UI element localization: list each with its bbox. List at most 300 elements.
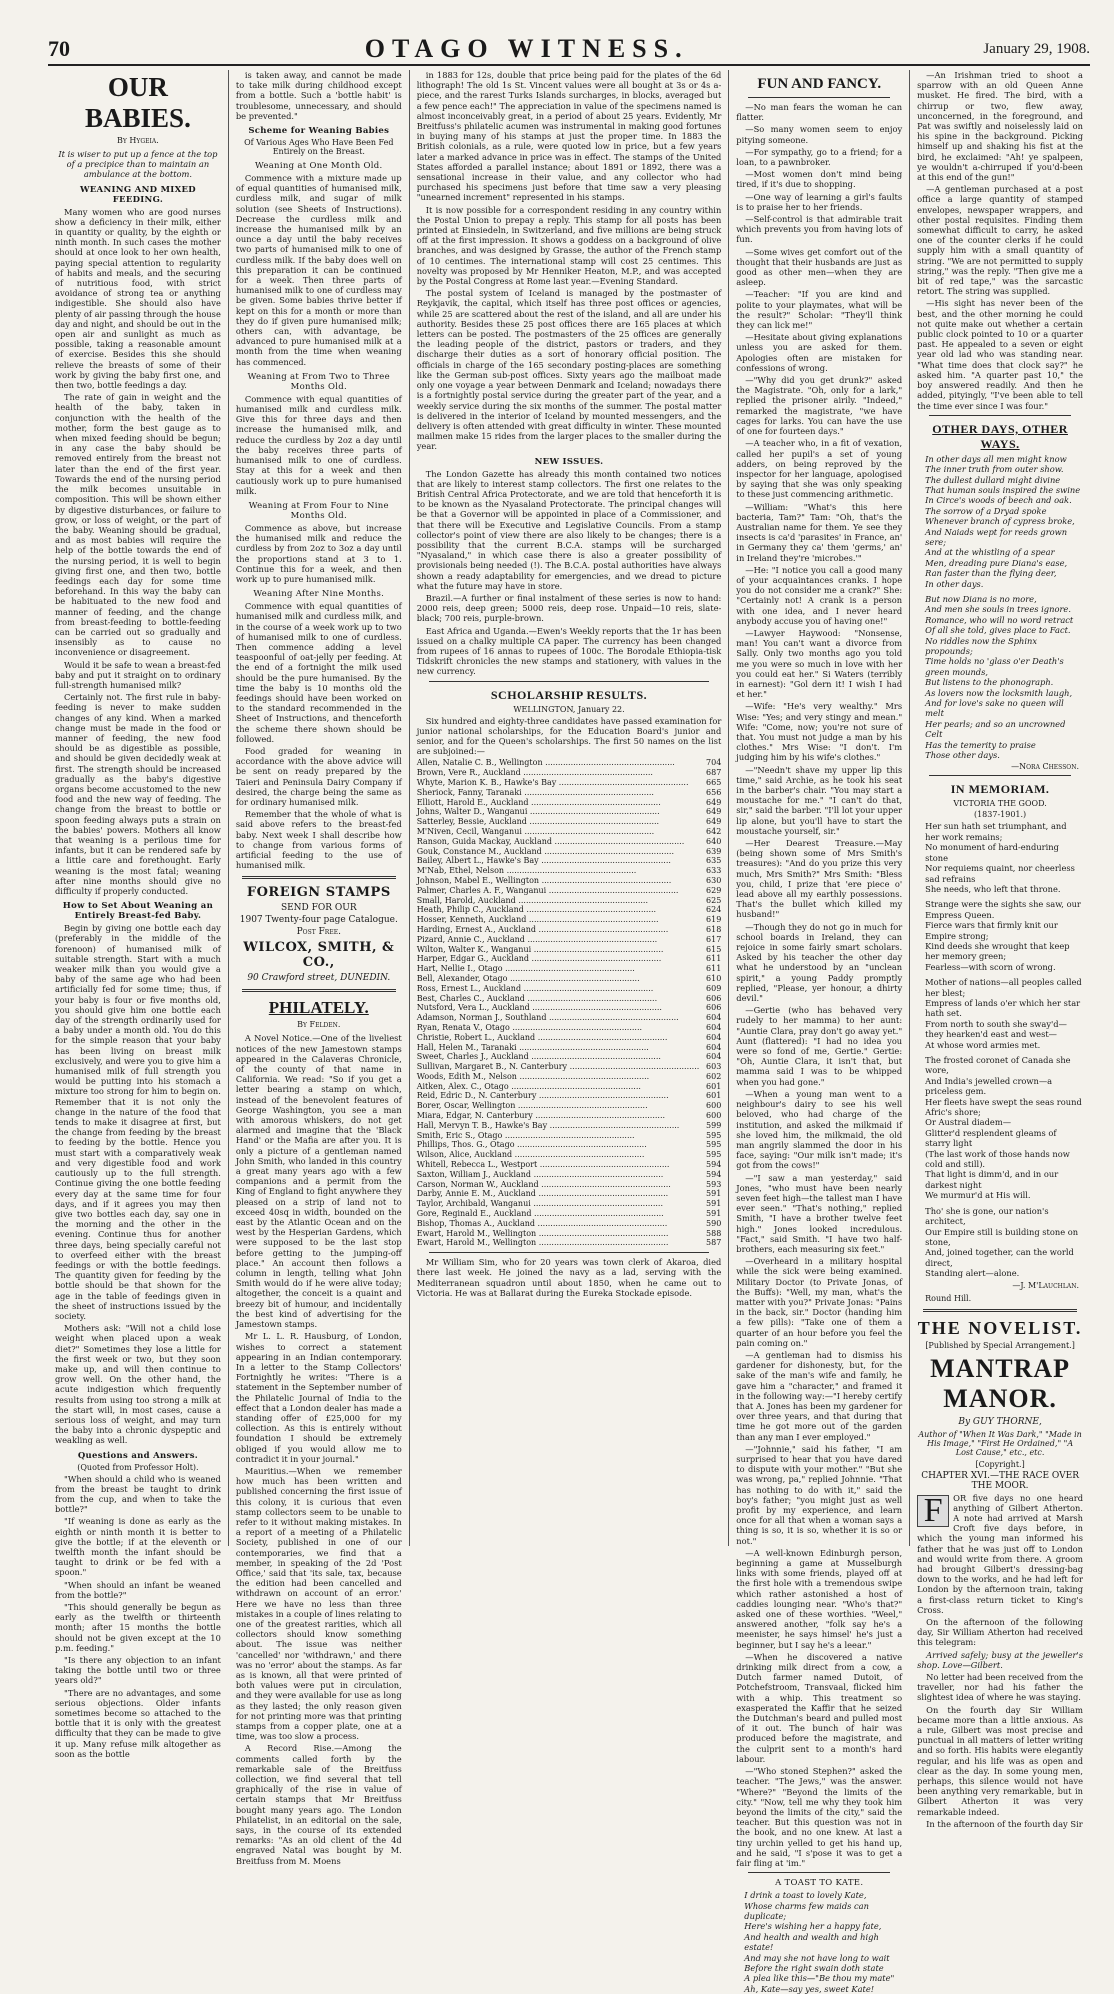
result-score: 587 [706,1238,722,1248]
poem-line: And at the whistling of a spear [925,547,1055,558]
result-row [417,876,722,886]
result-name: Carson, Norman W., Auckland ..... [417,1180,700,1190]
result-name: Gouk, Constance M., Auckland ..... [417,847,700,857]
result-score: 630 [706,875,722,885]
result-score: 595 [706,1140,722,1150]
joke-item: —Lawyer Haywood: "Nonsense, man! You can't want a divorce from Sally. Only two months ago you told me you were so much in love with her you could eat her." Si Waters (terribly in earnest): "Gol dern it! I wish I had et her." [736,627,903,700]
result-name: Hall, Mervyn T. B., Hawke's Bay ..... [417,1121,700,1131]
paragraph: "This should generally be begun as early as the twelfth or thirteenth month; after 15 months the bottle should not be given except at the 10 p.m. feeding." [55,1602,221,1653]
result-name: Whitell, Rebecca L., Westport ..... [417,1160,700,1170]
result-row [417,758,722,768]
result-score: 649 [706,807,722,817]
result-name: Ewart, Harold M., Wellington ..... [417,1229,700,1239]
subhead: NEW ISSUES. [534,456,604,467]
result-score: 642 [706,826,722,836]
result-row [417,768,722,778]
other-days-poem [925,454,1083,761]
result-score: 640 [706,836,722,846]
paragraph: Many women who are good nurses show a deficiency in their milk, either in quantity or quality, by the eighth or ninth month. In such cases the mother should at once look to her own health, paying special attention to regularity of habits and meals, and the securing of nutritious food, with strict avoidance of strong tea or anything indigestible. She should also have plenty of air passing through the house day and night, and should be out in the open air and sunlight as much as possible, taking a reasonable amount of exercise. Besides this she should relieve the breasts of some of their work by giving the baby first one, and then two, bottle feedings a day. [55,206,221,391]
poem-line: The dullest dullard might divine [925,474,1061,485]
paragraph: Would it be safe to wean a breast-fed baby and put it straight on to ordinary full-strength humanised milk? [55,659,221,690]
page-number: 70 [48,36,70,61]
poem-line: Her fleets have swept the seas round Afric's shore; [925,1096,1082,1118]
joke-item: —Most women don't mind being tired, if it's due to shopping. [736,169,903,190]
result-row [417,1052,722,1062]
result-row [417,1062,722,1072]
paragraph: Mothers ask: "Will not a child lose weight when placed upon a weak diet?" Sometimes they lose a little for the first week or two, but they soon make up, and will then continue to grow well. On the other hand, the acute indigestion which frequently results from using too strong a milk at the start will, in most cases, cause a serious loss of weight, and may turn the baby into a chronic dyspeptic and weakling as well. [55,1323,221,1446]
result-score: 603 [706,1062,722,1072]
result-row [417,1091,722,1101]
poem-line: Has the temerity to praise [925,739,1036,750]
joke-item: —His sight has never been of the best, and the other morning he could not quite make out whether a certain public clock pointed to 10 or a quarter past. He appealed to a seven or eight year old lad who was standing near. "What time does that clock say?" he asked him. "A quarter past 10," the boy answered readily. And then he added, pityingly, "I've been able to tell the time ever since I was four." [917,298,1084,411]
dateline: WELLINGTON, January 22. [513,704,625,714]
joke-item: —Her Dearest Treasure.—May (being shown some of Mrs Smith's treasures): "And do you prize this very much, Mrs Smith?" Mrs Smith: "Bless you, child, I prize that 'ere piece o' lead above all my earthly possessions. That's the bullet which killed my husband!" [736,838,903,920]
result-score: 600 [706,1111,722,1121]
result-name: Elliott, Harold E., Auckland ..... [417,798,700,808]
result-row [417,1033,722,1043]
poem-line: No monument of hard-enduring stone [925,842,1059,863]
result-name: Wilson, Alice, Auckland ..... [417,1150,700,1160]
subhead-note: (Quoted from Professor Holt). [77,1462,199,1472]
result-row [417,1180,722,1190]
page-header [48,34,1090,66]
result-score: 611 [706,964,722,974]
result-score: 602 [706,1071,722,1081]
poem-line: (The last work of those hands now cold and still). [925,1148,1070,1170]
joke-item: —"Who stoned Stephen?" asked the teacher. "The Jews," was the answer. "Where?" "Beyond the limits of the city." "Now, tell me why they took him beyond the limits of the city," said the teacher. But this question was not in the book, and no one knew. At last a tiny urchin yelled to get his hand up, and he said, "I s'pose it was to get a fair fling at 'im." [736,1766,903,1868]
epigraph: It is wiser to put up a fence at the top of a precipice than to maintain an ambulance at the bottom. [58,149,218,180]
columns [48,70,1090,1994]
poem-line: I drink a toast to lovely Kate, [744,1890,867,1901]
paragraph: "There are no advantages, and some serious objections. Older infants sometimes become so attached to the bottle that it is only with the greatest difficulty that they can be made to give it up. Many refuse milk altogether as soon as the bottle [55,1687,221,1759]
result-name: Adamson, Norman J., Southland ..... [417,1013,700,1023]
poem-line: Or Austral diadem— [925,1117,1011,1128]
result-score: 595 [706,1150,722,1160]
result-row [417,1003,722,1013]
divider [242,876,396,879]
result-name: Heath, Philip C., Auckland ..... [417,905,700,915]
result-score: 604 [706,1013,722,1023]
novelist-heading: THE NOVELIST. [917,1317,1083,1338]
paragraph: East Africa and Uganda.—Ewen's Weekly reports that the 1r has been issued on a chalky multiple CA paper. The currency has been changed from rupees of 16 annas to rupees of 100c. The Borodale Ethiopia-tisk Tidskrift chronicles the new stamps and stationery, with values in the new currency. [416,625,722,677]
result-score: 687 [706,768,722,778]
paragraph: On the fourth day Sir William became more than a little anxious. As a rule, Gilbert was most precise and punctual in all matters of letter writing and so forth. His habits were elegantly regular, and his life was as open and clear as the day. In some young men, perhaps, this silence would not have been anything very remarkable, but in Gilbert Atherton it was very remarkable indeed. [917,1704,1084,1817]
result-row [417,1121,722,1131]
result-score: 609 [706,983,722,993]
joke-item: —When he discovered a native drinking milk direct from a cow, a Dutch farmer named Dutoit, of Potchefstroom, Transvaal, flicked him with a whip. This treatment so exasperated the Kaffir that he seized the Dutchman's beard and pulled most of it out. The bunch of hair was produced before the magistrate, and the culprit sent to a month's hard labour. [736,1651,903,1764]
masthead: OTAGO WITNESS. [364,34,689,63]
poem-line: Fearless—with scorn of wrong. [925,961,1056,972]
result-name: Harper, Edgar G., Auckland ..... [417,954,700,964]
poem-line: And may she not have long to wait [744,1952,890,1963]
result-name: Brown, Vere R., Auckland ..... [417,768,700,778]
result-name: Sullivan, Margaret B., N. Canterbury ..... [417,1062,700,1072]
result-row [417,827,722,837]
poem-line: The sorrow of a Dryad spoke [925,505,1047,516]
joke-item: —He: "I notice you call a good many of your acquaintances cranks. I hope you do not consider me a crank?" She: "Certainly not! A crank is a person with one idea, and I never heard anybody accuse you of having one!" [736,564,903,626]
result-row [417,847,722,857]
memoriam-subtitle: VICTORIA THE GOOD. [953,799,1047,809]
result-row [417,1131,722,1141]
paragraph: Commence with a mixture made up of equal quantities of humanised milk, curdless milk, and sugar of milk solution (see Sheets of Instructions). Decrease the curdless milk and increase the humanised milk by an ounce a day until the baby receives two parts of humanised milk to one of curdless milk. If the baby does well on this preparation it can be continued for a week. Then three parts of humanised milk to one of curdless may be given. Some babies thrive better if kept on this for a month or more than they do if given pure humanised milk; others can, with advantage, be advanced to pure humanised milk at a month from the time when weaning has commenced. [235,173,402,367]
copyright-note: [Copyright.] [975,1459,1025,1469]
poem-line: Her pearls; and so an uncrowned Celt [925,718,1066,740]
result-name: Wilton, Walter K., Wanganui ..... [417,945,700,955]
joke-item: —No man fears the woman he can flatter. [736,102,903,123]
result-row [417,984,722,994]
joke-item: —Overheard in a military hospital while the sick were being examined. Military Doctor (to Private Jonas, of the Buffs): "Well, my man, what's the matter with you?" Private Jonas: "Pains in the back, sir." Doctor (handing him a few pills): "Take one of them a quarter of an hour before you feel the pain coming on." [736,1256,903,1348]
result-score: 588 [706,1228,722,1238]
result-row [417,954,722,964]
result-name: Hall, Helen M., Taranaki ..... [417,1043,700,1053]
poem-line: At whose word armies met. [925,1039,1041,1050]
poem-line: Here's wishing her a happy fate, [744,1921,882,1932]
result-score: 629 [706,885,722,895]
result-score: 618 [706,924,722,934]
result-name: Hart, Nellie I., Otago ..... [417,964,700,974]
result-name: Best, Charles C., Auckland ..... [417,994,700,1004]
result-row [417,994,722,1004]
poem-line: And health and wealth and high estate! [744,1931,879,1953]
joke-item: —So many women seem to enjoy pitying someone. [736,124,903,145]
result-name: Whyte, Marion K. B., Hawke's Bay ..... [417,778,700,788]
result-score: 591 [706,1209,722,1219]
joke-item: —A well-known Edinburgh person, beginning a game at Musselburgh links with some friends, played off at the first hole with a tremendous swipe which rather astonished a host of caddies lounging near. "Who's that?" asked one of these worthies. "Weel," answered another, "folk say he's a meenister, he says himsel' he's just a beginner, but I say he's a leear." [736,1547,903,1650]
poem-line: Her sun hath set triumphant, and her work remains; [925,821,1067,842]
column-3 [410,70,730,1546]
result-name: Darby, Annie E. M., Auckland ..... [417,1189,700,1199]
issue-date: January 29, 1908. [983,40,1090,57]
paragraph: The London Gazette has already this month contained two notices that are likely to interest stamp collectors. The first one relates to the British Central Africa Protectorate, and we are told that henceforth it is to be known as the Nyasaland Protectorate. The principal changes will be that a Governor will be appointed in place of a Commissioner, and that there will be Executive and Legislative Councils. From a stamp collector's point of view there are also likely to be changes; there is a possibility that the current B.C.A. stamps will be surcharged "Nyasaland," in which case there is also a greater possibility of provisionals being needed (!). The B.C.A. postal authorities have always shown a ready adaptability for emergencies, and we dread to picture what the future may have in store. [416,468,722,591]
result-name: Palmer, Charles A. F., Wanganui ..... [417,886,700,896]
result-row [417,788,722,798]
result-row [417,1111,722,1121]
joke-item: —A gentleman purchased at a post office a large quantity of stamped envelopes, newspaper wrappers, and other postal requisites. Finding them somewhat difficult to carry, he asked one of the counter clerks if he could supply him with a small quantity of string. "We are not permitted to supply string," was the reply. "Then give me a bit of red tape," was the sarcastic retort. The string was supplied. [917,184,1084,297]
subhead: A TOAST TO KATE. [775,1878,864,1889]
result-row [417,1082,722,1092]
joke-item: —When a young man went to a neighbour's dairy to see his well beloved, who had charge of the institution, and asked the milkmaid if she loved him, the milkmaid, the old man angrily slammed the door in his face, saying: "Our milk isn't made; it's got from the cows!" [736,1088,903,1171]
joke-item: —Gertie (who has behaved very rudely to her mamma) to her aunt: "Auntie Clara, pray don't go away yet." Aunt (flattered): "I had no idea you were so fond of me, Gertie." Gertie: "Oh, Auntie Clara, it isn't that, but mamma said I was to be whipped when you had gone." [736,1005,903,1087]
result-score: 704 [706,758,722,768]
result-name: Bishop, Thomas A., Auckland ..... [417,1219,700,1229]
result-row [417,1072,722,1082]
result-name: Reid, Edric D., N. Canterbury ..... [417,1091,700,1101]
result-name: Borer, Oscar, Wellington ..... [417,1101,700,1111]
toast-poem [744,1890,902,1994]
poem-line: As lovers now the locksmith laugh, [925,687,1073,698]
column-2 [229,70,410,1866]
subhead: Weaning at From Four to Nine Months Old. [248,500,389,521]
poem-line: Fierce wars that firmly knit our Empire strong; [925,920,1058,941]
stamp-ad-line: Post Free. [296,927,341,938]
result-name: Christie, Robert L., Auckland ..... [417,1033,700,1043]
paragraph: A Novel Notice.—One of the liveliest notices of the new Jamestown stamps appeared in the Calaveras Chronicle, of the county of that name in California. We read: "So if you get a letter bearing a stamp on which, instead of the benevolent features of George Washington, you see a man with amorous whiskers, do not get alarmed and imagine that the 'Black Hand' or the Mafia are after you. It is only a picture of a gentleman named John Smith, who landed in this country a great many years ago with a few companions and a permit from the King of England to fight anywhere they pleased on a strip of land not to exceed 40sq in width, bounded on the east by the Atlantic Ocean and on the west by the Hesperian Gardens, which were supposed to be the last stop before getting to the jumping-off place." An account then follows a column in length, telling what John Smith would do if he were alive today; altogether, the conceit is a quaint and breezy bit of humour, and incidentally the best kind of advertising for the Jamestown stamps. [235,1033,402,1330]
poem-line: Our Empire still is building stone on stone, [925,1226,1079,1247]
chapter-title: CHAPTER XVI.—THE RACE OVER THE MOOR. [921,1470,1079,1491]
result-name: Bell, Alexander, Otago ..... [417,974,700,984]
author-works: Author of "When It Was Dark," "Made in His Image," "First He Ordained," "A Lost Cause," etc., etc. [918,1429,1082,1457]
poem-line: Glitter'd resplendent gleams of starry light [925,1127,1057,1149]
poem-line: Nor requiems quaint, nor cheerless sad refrains [925,863,1075,884]
result-row [417,886,722,896]
paragraph: A Record Rise.—Among the comments called forth by the remarkable sale of the Breitfuss collection, we find several that tell graphically of the rise in value of certain stamps that Mr Breitfuss bought many years ago. The London Philatelist, in an editorial on the sale, says, in the course of its extended remarks: "As an old client of the 4d engraved Natal was bought by M. Breitfuss from M. Moens [235,1743,402,1866]
divider [242,989,396,992]
paragraph: Brazil.—A further or final instalment of these series is now to hand: 2000 reis, deep green; 5000 reis, deep rose. Unpaid—10 reis, slate-black; 700 reis, purple-brown. [416,592,722,624]
result-score: 615 [706,944,722,954]
result-name: Aitken, Alex. C., Otago ..... [417,1082,700,1092]
poem-line: Tho' she is gone, our nation's architect, [925,1205,1049,1227]
result-name: Pizard, Annie C., Auckland ..... [417,935,700,945]
joke-item: —"I saw a man yesterday," said Jones, "who must have been nearly seven feet high—the tallest man I have ever seen." "That's nothing," replied Smith, "I have a brother twelve feet high." Jones looked incredulous. "Fact," said Smith. "I have two half-brothers, each measuring six feet." [736,1172,903,1254]
paragraph: Mr L. L. R. Hausburg, of London, wishes to correct a statement appearing in an Indian contemporary. In a letter to the Stamp Collectors' Fortnightly he writes: "There is a statement in the September number of the Philatelic Journal of India to the effect that a London dealer has made a standing offer of £25,000 for my collection. As this is entirely without foundation I should be extremely obliged if you would allow me to contradict it in your journal." [235,1331,402,1464]
telegram: Arrived safely; busy at the jeweller's shop. Love—Gilbert. [917,1649,1084,1670]
result-row [417,1023,722,1033]
joke-item: —Wife: "He's very wealthy." Mrs Wise: "Yes; and very stingy and mean." Wife: "Come, now; you're not sure of that. You must not judge a man by his clothes." Mrs Wise: "I don't. I'm judging him by his wife's clothes." [736,701,903,763]
poem-line: Romance, who will no word retract [925,614,1074,625]
result-row [417,945,722,955]
paragraph: "If weaning is done as early as the eighth or ninth month it is better to give the bottle; if at the eleventh or twelfth month the infant should be taught to drink or be fed with a spoon." [55,1516,221,1578]
result-row [417,1229,722,1239]
result-row [417,1189,722,1199]
paragraph: Remember that the whole of what is said above refers to the breast-fed baby. Next week I shall describe how to change from various forms of artificial feeding to the use of humanised milk. [235,809,402,871]
poem-line: Men, dreading pure Diana's ease, [925,557,1068,568]
subhead: Questions and Answers. [77,1450,199,1461]
poem-line: In Circe's woods of beech and oak. [925,495,1072,506]
result-score: 599 [706,1120,722,1130]
result-name: Gore, Reginald E., Auckland ..... [417,1209,700,1219]
poem-line: Standing alert—alone. [925,1268,1020,1279]
result-name: M'Nab, Ethel, Nelson ..... [417,866,700,876]
joke-item: —Self-control is that admirable trait which prevents you from having lots of fun. [736,214,903,245]
poem-line: And Naiads wept for reeds grown sere; [925,526,1068,547]
result-row [417,1150,722,1160]
poem-line: Ran faster than the flying deer, [925,568,1057,579]
result-name: Hosser, Kenneth, Auckland ..... [417,915,700,925]
result-row [417,1140,722,1150]
result-score: 601 [706,1081,722,1091]
joke-item: —"Johnnie," said his father, "I am surprised to hear that you have dared to dispute with your mother." "But she was wrong, pa," replied Johnnie. "That has nothing to do with it," said the boy's father; "you might just as well profit by my experience, and learn once for all that when a woman says a thing is so, it is so, whether it is so or not." [736,1443,903,1546]
poem-line: The frosted coronet of Canada she wore, [925,1055,1071,1076]
paragraph: In the afternoon of the fourth day Sir [926,1818,1083,1829]
paragraph: Begin by giving one bottle each day (preferably in the middle of the forenoon) of humanised milk of suitable strength. Start with a much weaker milk than you would give a baby of the same age who had been artificially fed for some time; thus, if your baby is four or five months old, you should give him one bottle each day of the strength ordinarily used for a baby under a month old. You do this for the simple reason that your baby has been living on breast milk exclusively, and were you to give him a humanised milk of full strength you would be putting into his stomach a mixture too strong for him to begin on. Remember that it is not only the change in the nature of the food that tends to make it disagree at first, but the change from feeding by the breast to feeding by the bottle. Hence you must start with a comparatively weak and very digestible food and work cautiously up to the full strength. Continue giving the one bottle feeding every day at the same time for four days, and if it agrees you may then give two bottles each day, say one in the morning and the other in the evening. Continue thus for another three days, being specially careful not to overfeed either with the breast feedings or with the bottle feedings. The quantity given for feeding by the bottle should be that shown for the age in the table of feedings given in the sheet of instructions issued by the society. [55,923,221,1321]
result-score: 591 [706,1189,722,1199]
divider [748,1872,890,1873]
poem-line: In other days. [925,578,984,589]
result-row [417,915,722,925]
result-name: Harding, Ernest A., Auckland ..... [417,925,700,935]
poem-line: No riddles now the Sphinx propounds; [925,635,1038,657]
poem-line: Whose charms few maids can duplicate; [744,1900,869,1921]
result-row [417,1101,722,1111]
paragraph: in 1883 for 12s, double that price being paid for the plates of the 6d lithograph! The old 1s St. Vincent values were all bought at 3s or 4s a-piece, and the rarest Turks Islands surcharges, in blocks, averaged but a few pence each!" The appreciation in value of the specimens named is almost inconceivably great, in a period of about 25 years. Evidently, Mr Breitfuss's philatelic acumen was instrumental in making good fortunes in buying many of his stamps at just the proper time. In 1883 the British colonials, as a rule, were quoted low in price, but a few years later a marked advance in price was in effect. The stamps of the United States afforded a parallel instance; about 1891 or 1892, there was a sensational increase in their value, and any collector who had purchased his specimens just before that time saw a very pleasing "unearned increment" represented in his stamps. [416,70,722,203]
paragraph: It is now possible for a correspondent residing in any country within the Postal Union to prepay a reply. This stamp for all posts has been printed at Einsiedeln, in Switzerland, and five millions are being struck off at the first impression. It shows a goddess on a background of olive branches, and was designed by Grasse, the author of the French stamp of 10 centimes. The international stamp will cost 25 centimes. This novelty was proposed by Mr Henniker Heaton, M.P., and was accepted by the Postal Congress at Rome last year.—Evening Standard. [416,204,722,287]
memoriam-poem [925,821,1083,1278]
paragraph: "Is there any objection to an infant taking the bottle until two or three years old?" [55,1655,221,1686]
poem-line: Strange were the sights she saw, our Empress Queen. [925,899,1081,920]
scholarship-title: SCHOLARSHIP RESULTS. [490,687,648,702]
result-score: 625 [706,895,722,905]
subhead: How to Set About Weaning an Entirely Breast-fed Baby. [62,901,214,922]
subhead: Weaning at One Month Old. [255,161,383,172]
result-score: 604 [706,1052,722,1062]
poem-line: The inner truth from outer show. [925,464,1064,475]
divider [929,775,1071,776]
joke-item: —"Needn't shave my upper lip this time," said Archie, as he took his seat in the barber's chair. "You may start a moustache for me." "I can't do that, sir," said the barber. "I'll lot your upper lip alone, but you'll have to start the moustache yourself, sir." [736,764,903,836]
result-row [417,1199,722,1209]
result-name: Woods, Edith M., Nelson ..... [417,1072,700,1082]
joke-item: —For sympathy, go to a friend; for a loan, to a pawnbroker. [736,146,903,168]
paragraph: Certainly not. The first rule in baby-feeding is never to make sudden changes of any kind. When a marked change must be made in the food or manner of feeding, the new food should be as digestible as possible, and should be given decidedly weak at first. The strength should be increased gradually as the baby's digestive organs become accustomed to the new food and the new way of feeding. The change from the breast to bottle or spoon feeding always puts a strain on the babies' powers. Mothers all know that weaning is a perilous time for infants, but it can be rendered safe by a little care and forethought. Early weaning is the most fatal; weaning after nine months should give no difficulty if properly conducted. [55,692,221,897]
poem-place: Round Hill. [925,1293,972,1303]
result-score: 617 [706,934,722,944]
our-babies-title: OUR BABIES. [85,72,191,133]
paragraph: Commence as above, but increase the humanised milk and reduce the curdless by from 2oz to 3oz a day until the proportions stand at 3 to 1. Continue this for a week, and then work up to pure humanised milk. [235,522,402,584]
divider [429,681,710,682]
result-score: 601 [706,1091,722,1101]
joke-item: —"Why did you get drunk?" asked the Magistrate. "Oh, only for a lark," replied the prisoner airily. "Indeed," remarked the magistrate, "we have cages for larks. You can have the use of one for fourteen days." [736,375,903,437]
divider [429,1252,710,1253]
result-row [417,1013,722,1023]
stamp-ad-title: FOREIGN STAMPS [246,885,391,901]
paragraph: Commence with equal quantities of humanised milk and curdless milk, and in the course of a week work up to two of humanised milk to one of curdless. Then commence adding a level teaspoonful of oat-jelly per feeding. At the end of a fortnight the milk used should be the pure humanised. By the time the baby is 10 months old the feedings should have been worked on to the standard recommended in the Sheet of Instructions, and thenceforth the scheme there shown should be followed. [235,601,402,744]
result-score: 610 [706,973,722,983]
byline: By Hygeia. [117,136,159,145]
paragraph: is taken away, and cannot be made to take milk during childhood except from a bottle. Such a 'bottle habit' is troublesome, unnecessary, and should be prevented." [235,70,402,121]
subhead: Weaning at From Two to Three Months Old. [247,371,390,392]
result-score: 665 [706,777,722,787]
poem-line: Ah, Kate—say yes, sweet Kate! [744,1983,875,1994]
subhead: Scheme for Weaning Babies [248,126,390,137]
poem-line: And, joined together, can the world direct, [925,1247,1074,1268]
column-4 [729,70,910,1994]
joke-item: —A gentleman had to dismiss his gardener for dishonesty, but, for the sake of the man's wife and family, he gave him a "character," and framed it in the following way:—"I hereby certify that A. Jones has been my gardener for over three years, and that during that time he got more out of the garden than any man I ever employed." [736,1349,903,1442]
poem-line: She needs, who left that throne. [925,883,1061,894]
result-row [417,778,722,788]
poem-line: Time holds no 'glass o'er Death's green mounds, [925,656,1064,677]
poem-line: And for love's sake no queen will melt [925,698,1064,719]
joke-item: —An Irishman tried to shoot a sparrow with an old Queen Anne musket. He fired. The bird, with a chirrup or two, flew away, unconcerned, in the foreground, and Pat was swiftly and noiselessly laid on his spine in the background. Picking himself up and shaking his fist at the bird, he exclaimed: "Ah! ye spalpeen, ye wouldn't a-chirruped if you'd-been at this end of the gun!" [917,70,1084,183]
result-name: Smith, Eric S., Otago ..... [417,1131,700,1141]
result-name: Ross, Ernest L., Auckland ..... [417,984,700,994]
result-name: Nutsford, Vera L., Auckland ..... [417,1003,700,1013]
result-row [417,1238,722,1248]
result-row [417,905,722,915]
other-days-title: OTHER DAYS, OTHER WAYS. [932,421,1068,451]
poem-line: We murmur'd at His will. [925,1190,1031,1201]
philately-title: PHILATELY. [268,998,369,1018]
result-score: 591 [706,1199,722,1209]
poem-line: But listens to the phonograph. [925,677,1054,688]
paragraph: Mauritius.—When we remember how much has been written and published concerning the first issue of this colony, it is curious that even stamp collectors seem to be unable to refer to it without making mistakes. In a report of a meeting of a Philatelic Society, published in one of our contemporaries, we find that a member, in speaking of the 2d 'Post Office,' said that 'its sale, tax, because the edition had been cancelled and withdrawn on account of an error.' Here we have no less than three mistakes in a couple of lines relating to one of the greatest rarities, which all collectors should know something about. The issue was neither 'cancelled' nor 'withdrawn,' and there was no 'error' about the stamps. As far as is known, all that were printed of both values were put in circulation, and they were available for use as long as they lasted; the only reason given for not printing more was that printing stamps from a copper plate, one at a time, was too slow a process. [235,1465,402,1742]
paragraph: "When should an infant be weaned from the bottle?" [55,1579,221,1600]
poem-line: And men she souls in trees ignore. [925,604,1071,615]
result-name: Small, Harold, Auckland ..... [417,896,700,906]
poem-line: A plea like this—"Be thou my mate" [744,1973,895,1984]
poem-line: And India's jewelled crown—a priceless gem. [925,1075,1053,1097]
paragraph: Six hundred and eighty-three candidates have passed examination for junior national scholarships, for the Education Board's junior and senior, and for the Queen's scholarships. The first 50 names on the list are subjoined:— [416,715,722,757]
result-row [417,896,722,906]
result-score: 606 [706,1003,722,1013]
result-row [417,974,722,984]
result-score: 594 [706,1169,722,1179]
result-row [417,807,722,817]
subhead-note: Of Various Ages Who Have Been Fed Entirely on the Breast. [244,138,394,157]
result-name: Johns, Walter D., Wanganui ..... [417,807,700,817]
paragraph: The rate of gain in weight and the health of the baby, taken in conjunction with the health of the mother, form the best gauge as to when mixed feeding should be begun; in any case the baby should be removed entirely from the breast not later than the end of the first year. Towards the end of the nursing period the milk becomes unsuitable in composition. This will be shown either by digestive disturbances, or failure to grow, or loss of weight, or the part of the baby. Weaning should be gradual, and as most babies will require the help of the bottle towards the end of the nursing period, it is well to begin giving first one, and then two, bottle feedings each day for some time beforehand. In this way the baby can be habituated to the new food and manner of feeding, and the change from breast-feeding to bottle-feeding can be carried out so gradually and insensibly as to cause no inconvenience or disagreement. [55,392,221,658]
result-row [417,866,722,876]
result-name: Bailey, Albert L., Hawke's Bay ..... [417,856,700,866]
result-score: 633 [706,866,722,876]
paragraph: Mr William Sim, who for 20 years was town clerk of Akaroa, died there last week. He joined the navy as a lad, serving with the Mediterranean squadron until about 1850, when he came out to Victoria. He was at Ballarat during the Eureka Stockade episode. [416,1257,722,1298]
joke-item: —Teacher: "If you are kind and polite to your playmates, what will be the result?" Scholar: "They'll think they can lick me!" [736,289,903,331]
result-score: 604 [706,1042,722,1052]
poem-line: Empress of lands o'er which her star hath set. [925,997,1081,1019]
result-row [417,964,722,974]
result-row [417,1219,722,1229]
result-score: 595 [706,1130,722,1140]
result-score: 606 [706,993,722,1003]
in-memoriam-title: IN MEMORIAM. [950,782,1050,797]
joke-item: —Some wives get comfort out of the thought that their husbands are just as good as other men—when they are asleep. [736,246,903,288]
result-row [417,925,722,935]
subhead: WEANING AND MIXED FEEDING. [79,184,196,205]
result-score: 624 [706,905,722,915]
fun-items-continued [917,70,1083,411]
memoriam-years: (1837-1901.) [973,810,1027,820]
novel-title: MANTRAP MANOR. [930,1353,1071,1413]
result-row [417,1043,722,1053]
joke-item: —William: "What's this here bacteria, Tam?" Tam: "Oh, that's the Australian name for them. Ye see they insects is ca'd 'parasites' in France, an' in Germany they ca' them 'germs,' an' in Ireland they're 'microbes.'" [736,501,903,563]
column-5 [910,70,1090,1829]
result-score: 649 [706,817,722,827]
byline: By Felden. [297,1020,341,1030]
result-row [417,837,722,847]
joke-item: —One way of learning a girl's faults is to praise her to her friends. [736,191,903,212]
paragraph: The postal system of Iceland is managed by the postmaster of Reykjavik, the capital, which itself has three post offices or agencies, while 25 are scattered about the rest of the island, and all are under his authority. Besides these 25 post offices there are 165 places at which letters can be posted. The postmasters of the 25 offices are generally the leading people of the district, pastors or traders, and they discharge their duties as a sort of honorary official position. The officials in charge of the 165 secondary posting-places are something like the German sub-post offices. Sixty years ago the mailboat made only one voyage a year between Denmark and Iceland; nowadays there is a fortnightly postal service during the greater part of the year, and a weekly service during the six months of the summer. The postal matter is delivered in the interior of Iceland by mounted messengers, and the delivery is often attended with great difficulty in winter. These mounted mailmen make 15 rides from the larger places to the smaller during the year. [416,288,722,452]
results-list [417,758,722,1248]
column-1 [48,70,229,1759]
poem-line: In other days all men might know [925,453,1067,464]
poem-line: From north to south she sway'd—they hearken'd east and west— [925,1018,1067,1040]
result-score: 656 [706,787,722,797]
poem-line: That light is dimm'd, and in our darkest night [925,1169,1059,1190]
paragraph: On the afternoon of the following day, Sir William Atherton had received this telegram: [917,1616,1084,1648]
fun-and-fancy-title: FUN AND FANCY. [757,76,882,92]
result-name: Phillips, Thos. G., Otago ..... [417,1140,700,1150]
result-name: Sheriock, Fanny, Taranaki ..... [417,788,700,798]
novel-author: By GUY THORNE, [958,1416,1042,1427]
paragraph: Commence with equal quantities of humanised milk and curdless milk. Give this for three days and then increase the humanised milk, and reduce the curdless by 2oz a day until the baby receives three parts of humanised milk to one of curdless. Stay at this for a week and then cautiously work up to pure humanised milk. [235,393,402,496]
poem-line: Mother of nations—all peoples called her blest; [925,977,1082,998]
divider [923,1309,1077,1312]
result-row [417,817,722,827]
result-row [417,1160,722,1170]
result-row [417,1209,722,1219]
result-score: 604 [706,1032,722,1042]
result-name: Ryan, Renata V., Otago ..... [417,1023,700,1033]
publish-note: [Published by Special Arrangement.] [925,1340,1075,1350]
divider [929,415,1071,416]
joke-item: —A teacher who, in a fit of vexation, called her pupil's a set of young adders, on being reproved by the inspector for her language, apologised by saying that she was only speaking to these just commencing arithmetic. [736,438,903,500]
poem-signature: —J. M'Lauchlan. [1012,1280,1080,1290]
stamp-ad-line: 1907 Twenty-four page Catalogue. [239,915,398,926]
result-row [417,935,722,945]
poem-line: Of all she told, gives place to Fact. [925,625,1071,636]
result-name: M'Niven, Cecil, Wanganui ..... [417,827,700,837]
result-name: Miara, Edgar, N. Canterbury ..... [417,1111,700,1121]
result-row [417,856,722,866]
result-score: 594 [706,1160,722,1170]
